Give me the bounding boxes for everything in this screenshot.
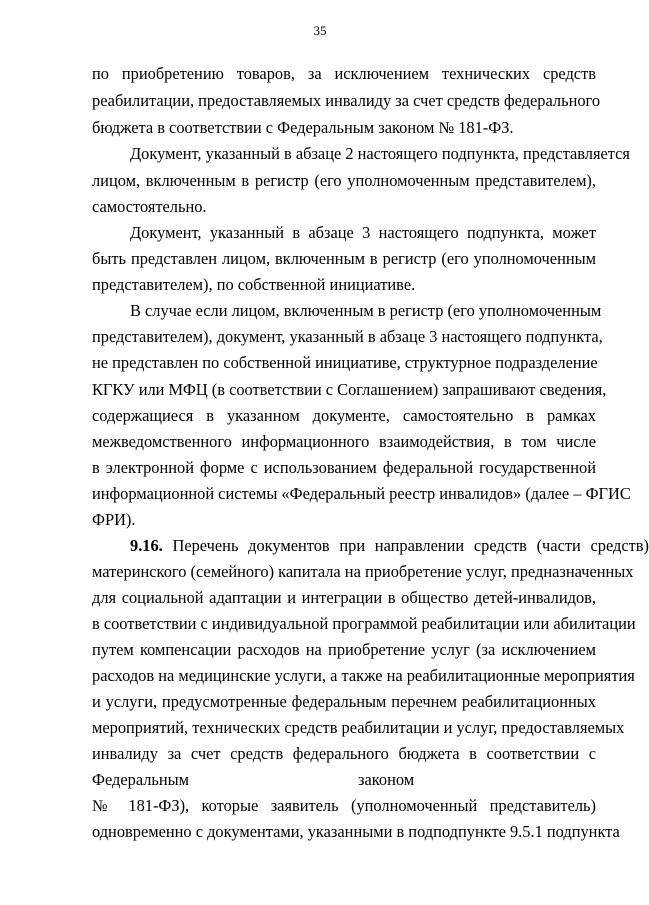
text-line: по приобретению товаров, за исключением технических средств [92, 64, 596, 83]
text-line: инвалиду за счет средств федерального бюджета в соответствии с [92, 744, 596, 763]
text-line: расходов на медицинские услуги, а также на реабилитационные мероприятия [92, 666, 635, 685]
text-line: Документ, указанный в абзаце 3 настоящего подпункта, может [130, 223, 596, 242]
text-span: Перечень документов при направлении средств (части средств) [162, 536, 649, 555]
text-line: не представлен по собственной инициативе, структурное подразделение [92, 353, 598, 372]
text-line: быть представлен лицом, включенным в регистр (его уполномоченным [92, 249, 596, 268]
text-line: В случае если лицом, включенным в регистр (его уполномоченным [130, 301, 602, 320]
text-word: законом [358, 770, 415, 789]
section-9-16-line [130, 536, 649, 556]
text-line: информационной системы «Федеральный реестр инвалидов» (далее – ФГИС [92, 484, 631, 503]
text-line: представителем), по собственной инициативе. [92, 275, 416, 294]
text-line: в электронной форме с использованием федеральной государственной [92, 458, 596, 477]
text-line: и услуги, предусмотренные федеральным перечнем реабилитационных [92, 692, 596, 711]
text-line: одновременно с документами, указанными в подподпункте 9.5.1 подпункта [92, 822, 620, 841]
text-line: материнского (семейного) капитала на приобретение услуг, предназначенных [92, 562, 634, 581]
text-line: межведомственного информационного взаимодействия, в том числе [92, 432, 596, 451]
text-line: бюджета в соответствии с Федеральным законом № 181-ФЗ. [92, 118, 514, 137]
page-number: 35 [313, 23, 327, 38]
text-line: № 181-ФЗ), которые заявитель (уполномоченный представитель) [92, 796, 596, 815]
text-line: в соответствии с индивидуальной программой реабилитации или абилитации [92, 614, 636, 633]
text-line: КГКУ или МФЦ (в соответствии с Соглашением) запрашивают сведения, [92, 380, 607, 399]
text-line: для социальной адаптации и интеграции в общество детей-инвалидов, [92, 588, 596, 607]
text-word: Федеральным [92, 770, 190, 789]
text-line: лицом, включенным в регистр (его уполномоченным представителем), [92, 171, 596, 190]
text-line: путем компенсации расходов на приобретение услуг (за исключением [92, 640, 596, 659]
text-line: содержащиеся в указанном документе, самостоятельно в рамках [92, 406, 596, 425]
text-line: представителем), документ, указанный в абзаце 3 настоящего подпункта, [92, 327, 603, 346]
text-line: ФРИ). [92, 510, 136, 529]
text-line: Документ, указанный в абзаце 2 настоящего подпункта, представляется [130, 144, 630, 163]
section-number: 9.16. [130, 536, 163, 555]
text-line: реабилитации, предоставляемых инвалиду за счет средств федерального [92, 91, 601, 110]
text-line: самостоятельно. [92, 197, 207, 216]
text-line: мероприятий, технических средств реабилитации и услуг, предоставляемых [92, 718, 625, 737]
